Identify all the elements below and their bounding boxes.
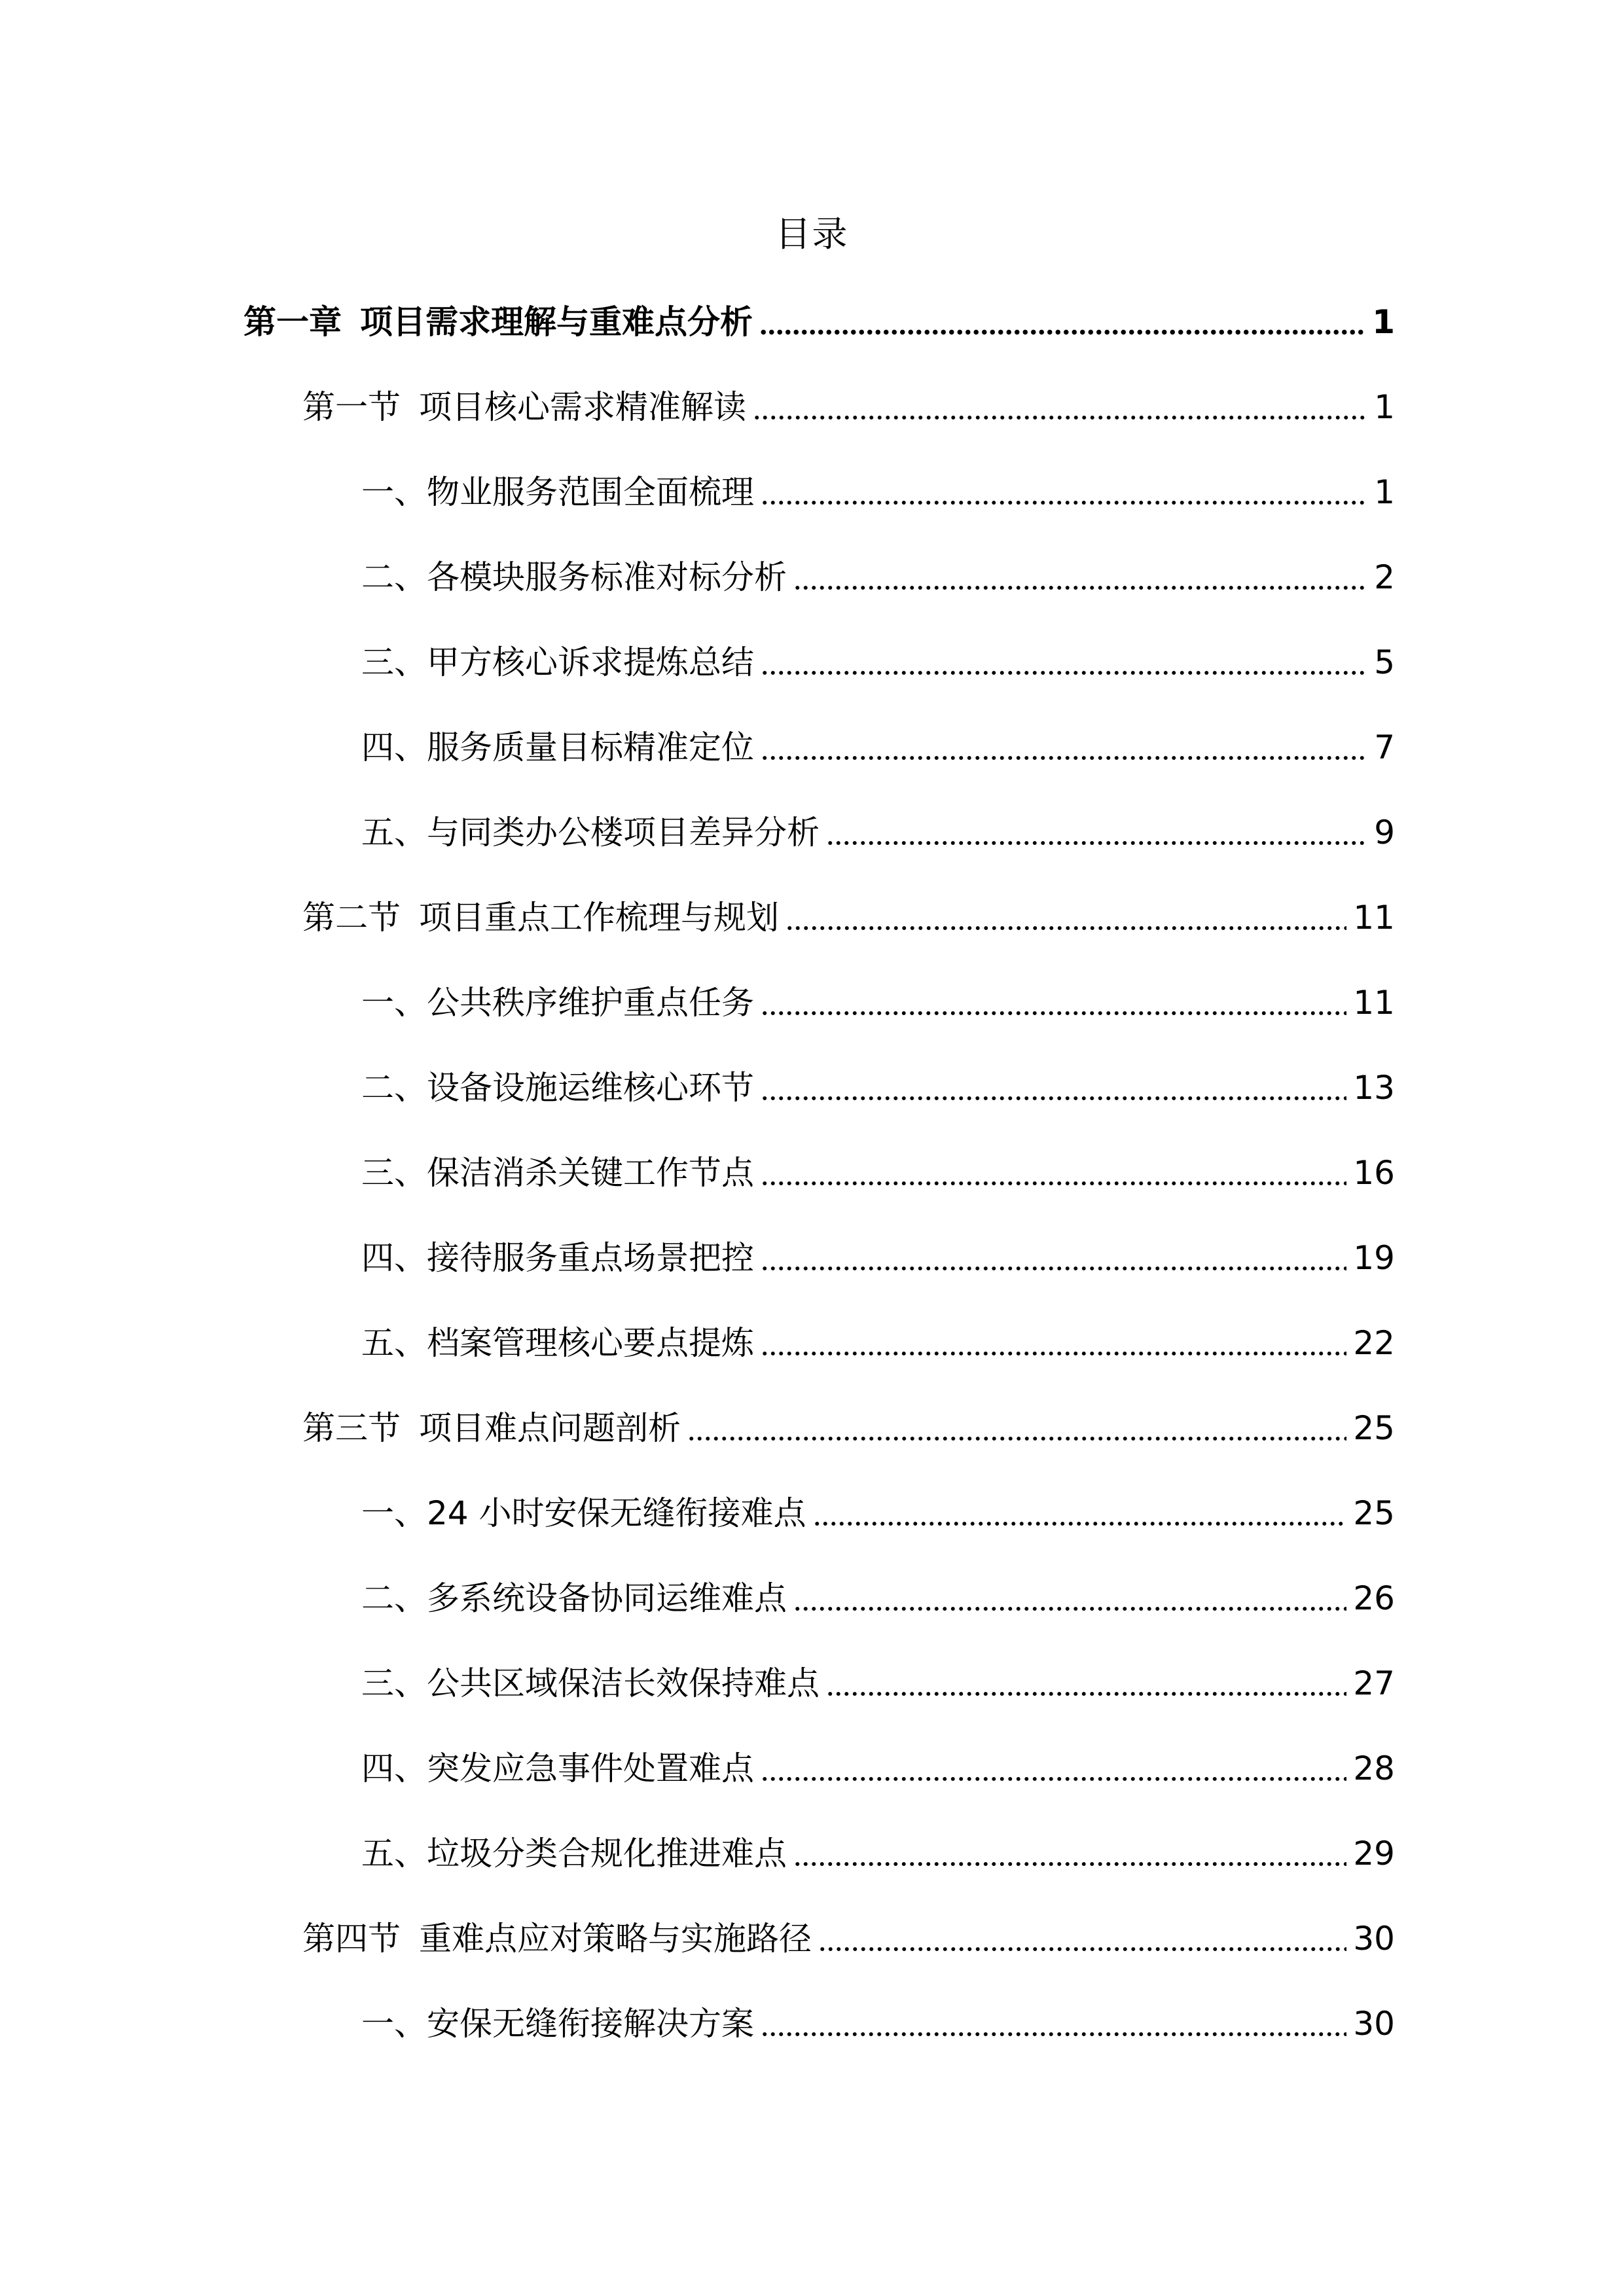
toc-entry-page-number: 26 (1353, 1579, 1395, 1617)
toc-entry-page-number: 27 (1353, 1664, 1395, 1702)
toc-entry-label: 第三节 (302, 1409, 401, 1447)
toc-entry-page-number: 1 (1374, 473, 1395, 511)
toc-leader-dots (761, 500, 1367, 505)
toc-entry-title: 二、各模块服务标准对标分析 (361, 558, 787, 596)
toc-entry-subsection[interactable] (361, 1742, 1395, 1795)
toc-entry-subsection[interactable] (361, 977, 1395, 1029)
toc-leader-dots (761, 2032, 1346, 2037)
toc-entry-title: 一、公共秩序维护重点任务 (361, 984, 754, 1022)
toc-entry-subsection[interactable] (361, 806, 1395, 859)
toc-entry-page-number: 5 (1374, 643, 1395, 681)
toc-entry-page-number: 30 (1353, 2005, 1395, 2043)
toc-entry-subsection[interactable] (361, 1827, 1395, 1880)
toc-entry-title: 项目核心需求精准解读 (419, 388, 746, 426)
toc-entry-section-3[interactable] (302, 1402, 1395, 1454)
toc-entry-title: 项目需求理解与重难点分析 (360, 303, 753, 341)
toc-leader-dots (793, 585, 1367, 590)
toc-entry-label: 第一章 (244, 303, 342, 341)
toc-leader-dots (826, 1691, 1346, 1696)
toc-entry-page-number: 29 (1353, 1835, 1395, 1873)
toc-leader-dots (753, 415, 1367, 420)
toc-entry-page-number: 25 (1353, 1494, 1395, 1532)
toc-leader-dots (785, 925, 1346, 931)
toc-leader-dots (793, 1606, 1346, 1611)
toc-entry-subsection[interactable] (361, 1572, 1395, 1624)
toc-entry-subsection[interactable] (361, 1317, 1395, 1369)
toc-leader-dots (818, 1946, 1346, 1952)
toc-entry-title: 三、保洁消杀关键工作节点 (361, 1154, 754, 1192)
toc-entry-subsection[interactable] (361, 1232, 1395, 1284)
toc-entry-page-number: 1 (1372, 303, 1395, 341)
toc-entry-section-2[interactable] (302, 891, 1395, 944)
toc-entry-page-number: 13 (1353, 1069, 1395, 1107)
toc-entry-page-number: 11 (1353, 899, 1395, 937)
toc-entry-label: 第四节 (302, 1920, 401, 1958)
toc-entry-title: 一、物业服务范围全面梳理 (361, 473, 754, 511)
toc-entry-subsection[interactable] (361, 1487, 1395, 1539)
toc-entry-page-number: 28 (1353, 1749, 1395, 1787)
toc-entry-label: 第二节 (302, 899, 401, 937)
toc-leader-dots (761, 1181, 1346, 1186)
toc-entry-title: 四、接待服务重点场景把控 (361, 1239, 754, 1277)
toc-entry-title: 五、与同类办公楼项目差异分析 (361, 814, 820, 852)
toc-entry-subsection[interactable] (361, 1062, 1395, 1114)
toc-entry-subsection[interactable] (361, 1998, 1395, 2050)
toc-entry-section-4[interactable] (302, 1912, 1395, 1965)
toc-entry-page-number: 22 (1353, 1324, 1395, 1362)
toc-leader-dots (761, 1776, 1346, 1782)
toc-entry-section-1[interactable] (302, 381, 1395, 433)
toc-leader-dots (761, 670, 1367, 675)
toc-entry-page-number: 30 (1353, 1920, 1395, 1958)
toc-leader-dots (793, 1861, 1346, 1867)
toc-entry-title: 二、多系统设备协同运维难点 (361, 1579, 787, 1617)
toc-entry-title: 四、突发应急事件处置难点 (361, 1749, 754, 1787)
toc-entry-subsection[interactable] (361, 1147, 1395, 1199)
toc-entry-title: 重难点应对策略与实施路径 (419, 1920, 812, 1958)
toc-entry-title: 五、垃圾分类合规化推进难点 (361, 1835, 787, 1873)
toc-entry-label: 第一节 (302, 388, 401, 426)
toc-leader-dots (761, 755, 1367, 761)
toc-entry-title: 五、档案管理核心要点提炼 (361, 1324, 754, 1362)
toc-entry-title: 项目重点工作梳理与规划 (419, 899, 779, 937)
toc-leader-dots (761, 1096, 1346, 1101)
toc-entry-page-number: 2 (1374, 558, 1395, 596)
toc-entry-title: 四、服务质量目标精准定位 (361, 728, 754, 766)
toc-leader-dots (687, 1436, 1346, 1441)
toc-entry-title: 三、公共区域保洁长效保持难点 (361, 1664, 820, 1702)
toc-entry-page-number: 16 (1353, 1154, 1395, 1192)
toc-leader-dots (759, 329, 1365, 335)
toc-entry-subsection[interactable] (361, 466, 1395, 518)
toc-leader-dots (826, 840, 1367, 846)
toc-entry-title: 项目难点问题剖析 (419, 1409, 681, 1447)
toc-entry-title: 一、24 小时安保无缝衔接难点 (361, 1494, 806, 1532)
toc-entry-title: 一、安保无缝衔接解决方案 (361, 2005, 754, 2043)
toc-entry-page-number: 1 (1374, 388, 1395, 426)
toc-entry-page-number: 9 (1374, 814, 1395, 852)
toc-entry-page-number: 19 (1353, 1239, 1395, 1277)
toc-entry-title: 三、甲方核心诉求提炼总结 (361, 643, 754, 681)
toc-title: 目录 (775, 213, 849, 255)
toc-entry-page-number: 7 (1374, 728, 1395, 766)
toc-entry-page-number: 11 (1353, 984, 1395, 1022)
toc-entry-page-number: 25 (1353, 1409, 1395, 1447)
toc-leader-dots (761, 1351, 1346, 1356)
toc-entry-title: 二、设备设施运维核心环节 (361, 1069, 754, 1107)
toc-entry-subsection[interactable] (361, 551, 1395, 603)
toc-leader-dots (761, 1011, 1346, 1016)
toc-leader-dots (813, 1521, 1347, 1526)
toc-leader-dots (761, 1266, 1346, 1271)
toc-entry-chapter-1[interactable] (244, 296, 1395, 348)
toc-entry-subsection[interactable] (361, 1657, 1395, 1710)
toc-entry-subsection[interactable] (361, 721, 1395, 774)
toc-entry-subsection[interactable] (361, 636, 1395, 689)
